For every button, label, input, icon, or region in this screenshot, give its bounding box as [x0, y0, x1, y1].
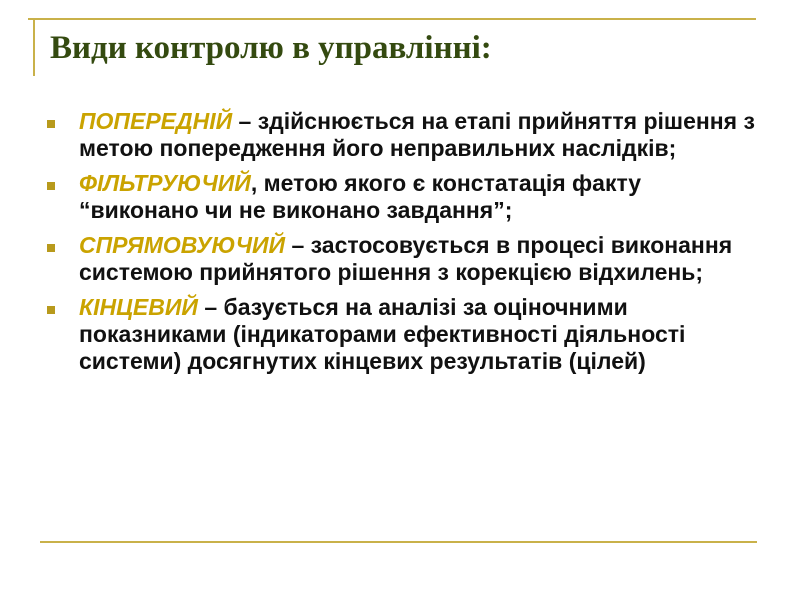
bullet-item-directing	[46, 232, 756, 286]
bullet-text: – базується на аналізі за оціночними показниками (індикаторами ефективності діяльності системи) досягнутих кінцевих результатів (цілей)	[79, 294, 686, 374]
bottom-divider	[40, 541, 757, 543]
bullet-item-preliminary	[46, 108, 756, 162]
bullet-item-filtering	[46, 170, 756, 224]
top-divider	[28, 18, 756, 20]
bullet-text: – застосовується в процесі виконання системою прийнятого рішення з корекцією відхилень;	[79, 232, 733, 285]
square-bullet-icon	[47, 244, 55, 252]
bullet-term: ПОПЕРЕДНІЙ	[79, 108, 233, 134]
bullet-term: КІНЦЕВИЙ	[79, 294, 198, 320]
bullet-term: СПРЯМОВУЮЧИЙ	[79, 232, 286, 258]
bullet-text: – здійснюється на етапі прийняття рішення з метою попередження його неправильних наслідків;	[79, 108, 755, 161]
left-divider	[33, 18, 35, 76]
square-bullet-icon	[47, 182, 55, 190]
square-bullet-icon	[47, 306, 55, 314]
slide-title: Види контролю в управлінні:	[50, 30, 492, 66]
bullet-item-final	[46, 294, 756, 375]
bullet-text: , метою якого є констатація факту “виконано чи не виконано завдання”;	[79, 170, 642, 223]
bullet-list	[46, 108, 756, 383]
square-bullet-icon	[47, 120, 55, 128]
bullet-term: ФІЛЬТРУЮЧИЙ	[79, 170, 251, 196]
